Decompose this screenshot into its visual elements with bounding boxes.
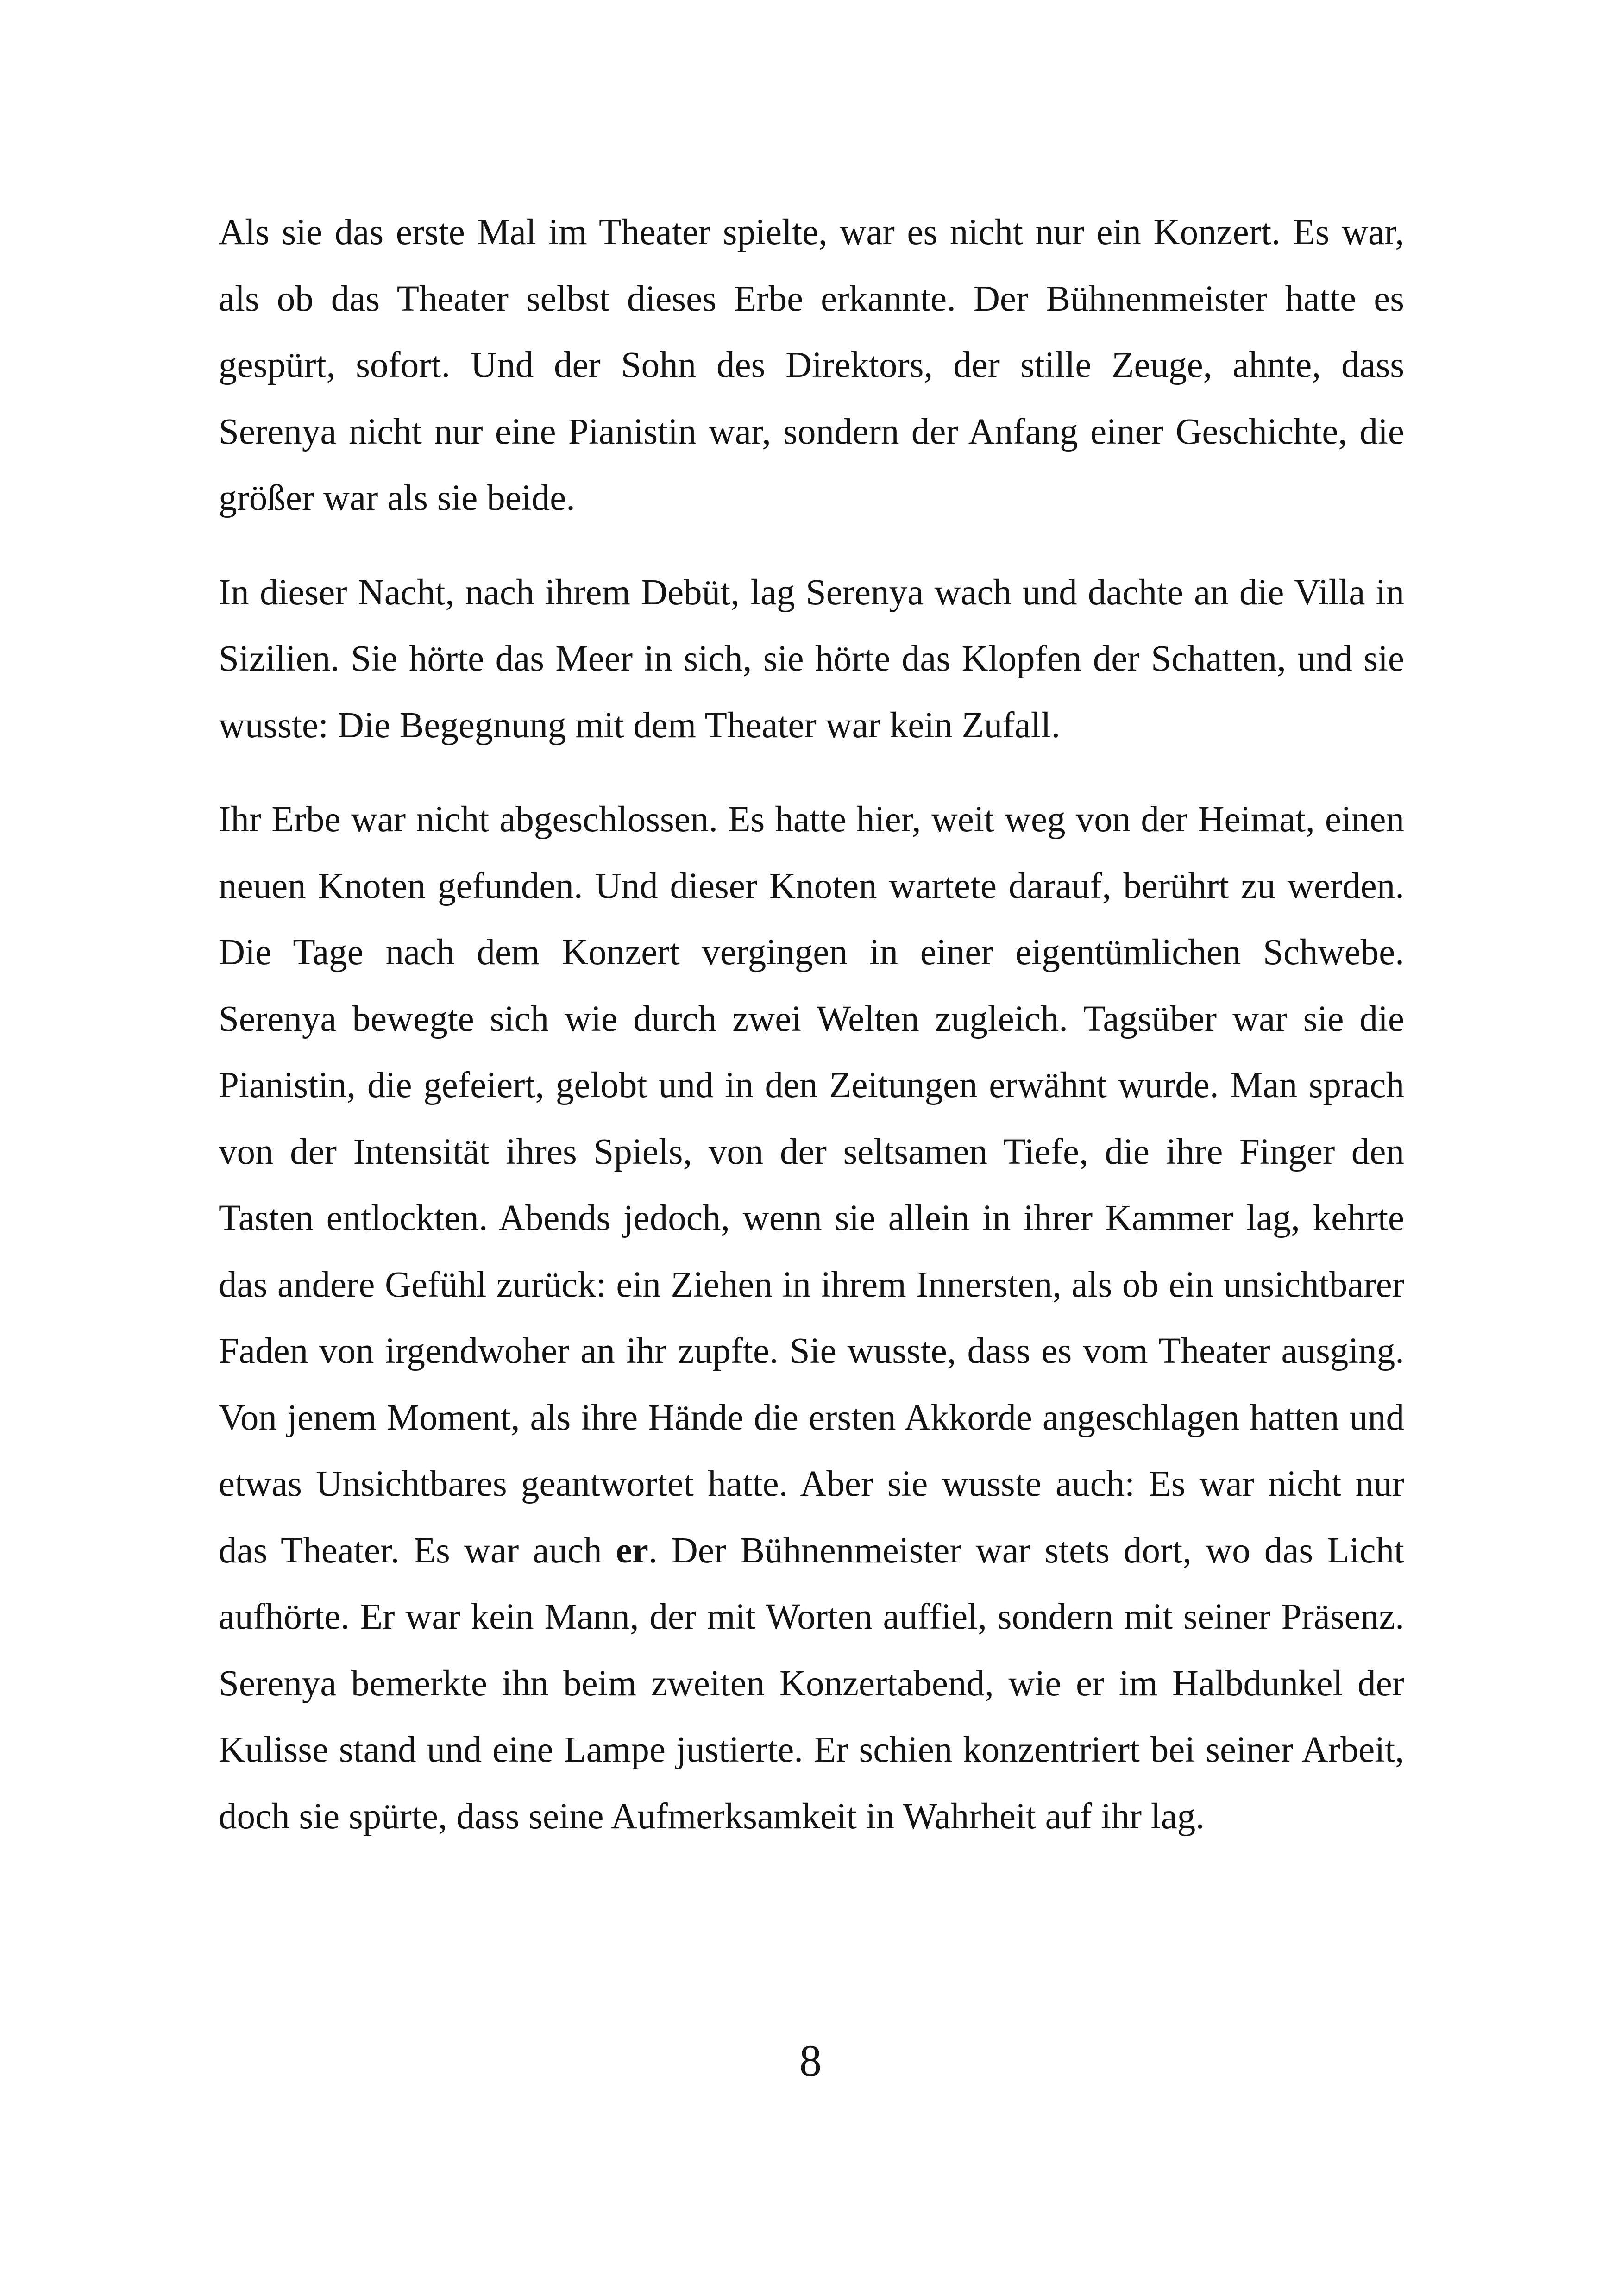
page-number: 8 — [799, 2036, 822, 2085]
paragraph-2: In dieser Nacht, nach ihrem Debüt, lag Serenya wach und dachte an die Villa in Sizilien. Sie hörte das Meer in sich, sie hörte das Klopfen der Schatten, und sie wusste: Die Begegnung mit dem Theater war kein Zufall. — [219, 572, 1404, 746]
paragraph-3-text-before-bold: Ihr Erbe war nicht abgeschlossen. Es hatte hier, weit weg von der Heimat, einen neuen Knoten gefunden. Und dieser Knoten wartete darauf, berührt zu werden. Die Tage nach dem Konzert vergingen in einer eigentümlichen Schwebe. Serenya bewegte sich wie durch zwei Welten zugleich. Tagsüber war sie die Pianistin, die gefeiert, gelobt und in den Zeitungen erwähnt wurde. Man sprach von der Intensität ihres Spiels, von der seltsamen Tiefe, die ihre Finger den Tasten entlockten. Abends jedoch, wenn sie allein in ihrer Kammer lag, kehrte das andere Gefühl zurück: ein Ziehen in ihrem Innersten, als ob ein unsichtbarer Faden von irgendwoher an ihr zupfte. Sie wusste, dass es vom Theater ausging. Von jenem Moment, als ihre Hände die ersten Akkorde angeschlagen hatten und etwas Unsichtbares geantwortet hatte. Aber sie wusste auch: Es war nicht nur das Theater. Es war auch — [219, 799, 1404, 1571]
body-text — [219, 199, 1404, 1850]
paragraph-3 — [219, 786, 1404, 1850]
paragraph-1: Als sie das erste Mal im Theater spielte, war es nicht nur ein Konzert. Es war, als ob das Theater selbst dieses Erbe erkannte. Der Bühnenmeister hatte es gespürt, sofort. Und der Sohn des Direktors, der stille Zeuge, ahnte, dass Serenya nicht nur eine Pianistin war, sondern der Anfang einer Geschichte, die größer war als sie beide. — [219, 212, 1404, 518]
emphasized-word: er — [616, 1530, 648, 1571]
paragraph-3-text-after-bold: . Der Bühnenmeister war stets dort, wo das Licht aufhörte. Er war kein Mann, der mit Worten auffiel, sondern mit seiner Präsenz. Serenya bemerkte ihn beim zweiten Konzertabend, wie er im Halbdunkel der Kulisse stand und eine Lampe justierte. Er schien konzentriert bei seiner Arbeit, doch sie spürte, dass seine Aufmerksamkeit in Wahrheit auf ihr lag. — [219, 1530, 1404, 1837]
